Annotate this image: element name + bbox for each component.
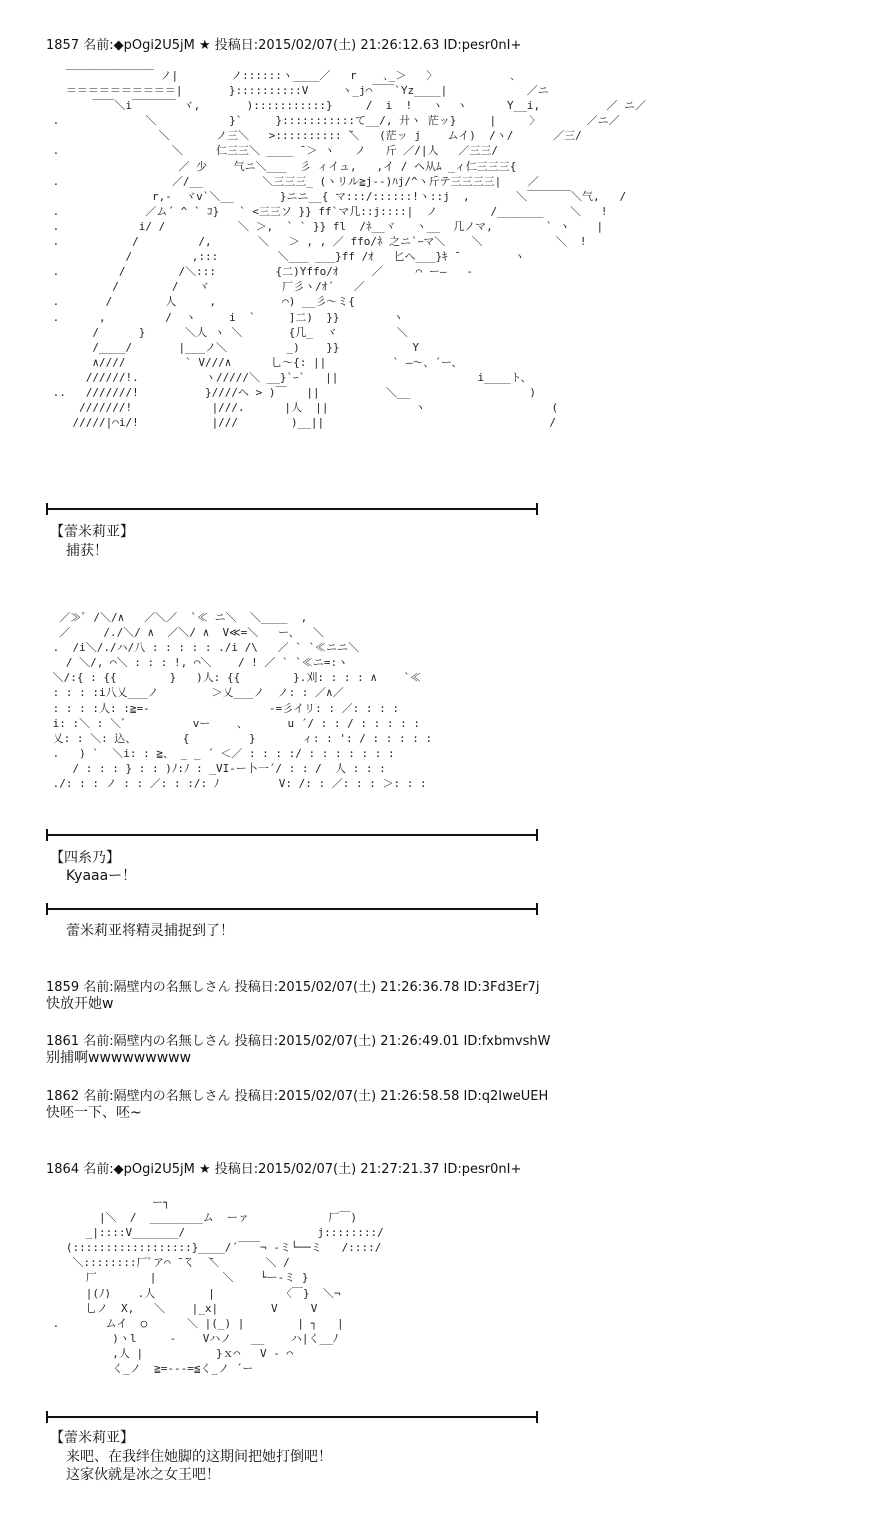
ascii-art-yoshino: ／≫ﾞ /＼/∧ ／＼／ `≪ ニ＼ ＼____ , ／ /./＼/ ∧ ／＼/ ∧ V≪=＼ ー、 ＼ . /i＼/./ハ/八 : : : : : ./i /\ ／ ` `≪ニニ＼ / ＼/, ⌒＼ : : : !, ⌒＼ / ! ／ ` `≪ニ=:ヽ ＼/:{ : {{ } )人: {{ }.刈: : : : ∧ `≪ : : : :i八乂___ノ ＞乂___ノ ノ: : ／∧／ : : : :人: :≧=- -=彡イリ: : ／: : : : i: :＼ : ＼ﾞ vー 、 u ´/ : : / : : : : : 乂: : ＼: 込、 { } ィ: : ': / : : : : : . ) ` ＼i: : ≧、 _ _ ´ ＜／ : : : :/ : : : : : : : / : : : } : : )ﾉ:ﾉ : _VI‐ー卜一´/ : : / 人 : : : ./: : : ノ : : ／: : :/: ﾉ V: /: : ／: : : ＞: : :: [52, 611, 433, 791]
section-divider: [46, 503, 538, 515]
post-body: 别捕啊wwwwwwwww: [46, 1050, 192, 1066]
ascii-art-remilia-capture: ￣￣￣￣￣￣￣￣ ノ| ノ::::::ヽ____／ r ､_＞ 〉 ､ ＝＝＝＝＝＝＝＝＝＝| }::::::::::V ヽ_j⌒￣￣`Yz____| ／ニ ￣￣＼i￣￣￣￣ ヾ, ):::::::::::} / i ! ヽ ヽ Y__i, ／ ニ／ . ＼ }` }:::::::::::て__/, 廾ヽ 茫ッ} | 〉 ／ニ／ ＼ ノ三＼ >:::::::::: ̄＼ (茫ッ j ムイ) /ヽ/ ／三/ . ＼ 仁三三＼ ____ ̄ ＞ ヽ ノ 斤 ／/|人 ／三三/ ／ 少 气ニ＼___ 彡 ィイュ, ,イ / ヘ从ﾑ _ィ仁三三三{ . ／/__ ＼三三三_ (ヽリル≧j--)ﾊj/^ヽ斤テ三三三三| ／ r,- ヾv`＼__ }ニニ__{ マ:::/::::::!ヽ::j , ＼￣￣￣￣＼气, / . ／ム´ ^ ` ｺ} ` <三三ソ }} ff`マ几::j::::| ノ /_______ ＼ ! . i/ / ＼ ＞, ` ` }} fl /ﾈ__ヾ ヽ__ 几ノマ, ` ヽ | . / /, ＼ ＞ , , ／ ffo/ﾈ 之ニ`ｰマ＼ ＼ ＼ ! / ,::: ＼___ ___}ff /ｵ 匕へ___}ｷ ̄ ヽ . / /＼::: {二)Yffo/ｵ ／ ⌒ ー― - / / ヾ 厂彡ヽ/ｵ´ ／ . / 人 , ⌒) __彡〜ミ{ . , / ヽ i ` ]二) }} ヽ / } ＼人 ヽ ＼ {几_ ヾ ＼ /____/ |___ノ＼ _) }} Y ∧//// ` V///∧ 乚〜{: || ` ―〜、´ー、 //////!. ヽ/////＼ __}`ｰ` || i____ト、 .. ///////! }////へ > )￣ || ＼__ ) ///////! |///. |人 || ヽ ( /////|⌒i/! |/// )__|| /: [52, 69, 646, 430]
speaker-name: 【蕾米莉亚】: [50, 524, 134, 540]
dialogue-line: 来吧、在我绊住她脚的这期间把她打倒吧！: [66, 1449, 332, 1465]
post-header: 1862 名前:隔壁内の名無しさん 投稿日:2015/02/07(土) 21:26:58.58 ID:q2IweUEH: [46, 1089, 549, 1104]
dialogue-line: Kyaaaー！: [66, 868, 137, 884]
speaker-name: 【蕾米莉亚】: [50, 1430, 134, 1446]
dialogue-line: 捕获！: [66, 543, 108, 559]
section-divider: [46, 1411, 538, 1423]
dialogue-line: 这家伙就是冰之女王吧！: [66, 1467, 220, 1483]
narration-line: 蕾米莉亚将精灵捕捉到了！: [66, 923, 234, 939]
post-header: 1859 名前:隔壁内の名無しさん 投稿日:2015/02/07(土) 21:26:36.78 ID:3Fd3Er7j: [46, 980, 540, 995]
post-header: 1861 名前:隔壁内の名無しさん 投稿日:2015/02/07(土) 21:26:49.01 ID:fxbmvshW: [46, 1034, 551, 1049]
post-body: 快放开她w: [46, 996, 114, 1012]
section-divider: [46, 829, 538, 841]
post-body: 快呸一下、呸~: [46, 1105, 142, 1121]
speaker-name: 【四糸乃】: [50, 850, 120, 866]
post-header: 1857 名前:◆pOgi2U5jM ★ 投稿日:2015/02/07(土) 21:26:12.63 ID:pesr0nI+: [46, 38, 522, 53]
section-divider: [46, 903, 538, 915]
ascii-art-pet-creature: ー┐ |＼ / ________ム ーァ 厂￣) _|::::V_______/ j::::::::/ (::::::::::::::::::}____/´￣￣¬ -ミ└──ミ /::::/ ＼::::::::厂ﾟア⌒ ̄ ̄く ̄＼ ＼ / 厂 | ＼ └ー-ミ } |(ﾉ) .人 | 〈￣} ＼¬ 乚ノ X, ＼ |_x| V V . ムイ ○ ＼ |(_) | | ┐ | )ヽl ‐ Vハノ __ ハ|く__ﾉ ,人 | }ｘ⌒ V ‐ ⌒ く_ノ ≧=--‐=≦く_ノ ´ー: [52, 1196, 384, 1376]
post-header: 1864 名前:◆pOgi2U5jM ★ 投稿日:2015/02/07(土) 21:27:21.37 ID:pesr0nI+: [46, 1162, 522, 1177]
